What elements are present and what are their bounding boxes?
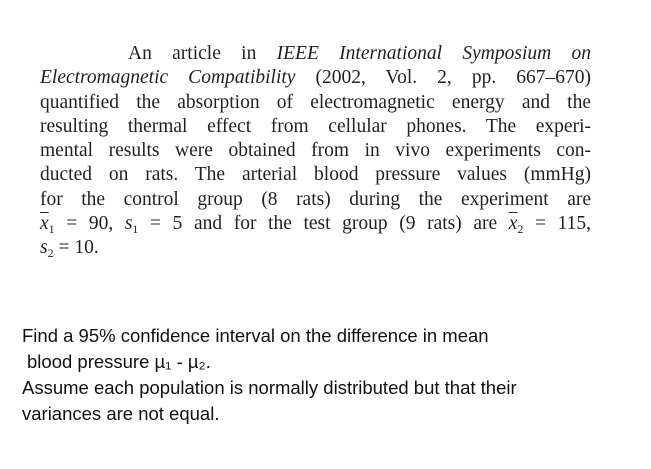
journal-title-part-2: Electromagnetic Compatibility [40,67,296,89]
problem-line-1 [40,42,591,66]
s2-subscript: 2 [47,246,54,261]
x1-subscript: 1 [48,222,55,237]
problem-line-8 [40,212,591,236]
question-line-4: variances are not equal. [22,403,220,424]
problem-line-5: mental results were obtained from in vivo experiments con- [40,140,591,162]
question-line-1: Find a 95% confidence interval on the difference in mean [22,325,489,346]
s1-symbol: s [124,213,133,235]
x1-bar-symbol: $\overline{x}$ [40,213,49,235]
question-text [22,323,632,427]
s2-value: = 10. [53,237,99,259]
x2-subscript: 2 [517,222,524,237]
problem-line-2 [40,66,591,90]
journal-title-part-1: IEEE International Symposium on [276,43,591,64]
problem-line-3: quantified the absorption of electromagnetic energy and the [40,91,591,113]
s1-value-and-test-group: = 5 and for the test group (9 rats) are [138,213,509,235]
citation-details: (2002, Vol. 2, pp. 667–670) [295,67,591,89]
problem-line-7: for the control group (8 rats) during the experiment are [40,188,591,210]
question-line-3: Assume each population is normally distributed but that their [22,377,517,398]
article-lead-text: An article in [128,43,277,64]
question-line-2: blood pressure µ₁ - µ₂. [27,351,211,372]
x1-value: = 90, [54,213,125,235]
problem-line-9 [40,236,591,260]
problem-line-4: resulting thermal effect from cellular phones. The experi- [40,115,591,137]
s1-subscript: 1 [132,222,139,237]
problem-statement [40,42,591,261]
problem-line-6: ducted on rats. The arterial blood pressure values (mmHg) [40,164,591,186]
x2-bar-symbol: $\overline{x}$ [508,213,518,235]
x2-value: = 115, [523,213,592,235]
s2-symbol: s [40,237,48,259]
